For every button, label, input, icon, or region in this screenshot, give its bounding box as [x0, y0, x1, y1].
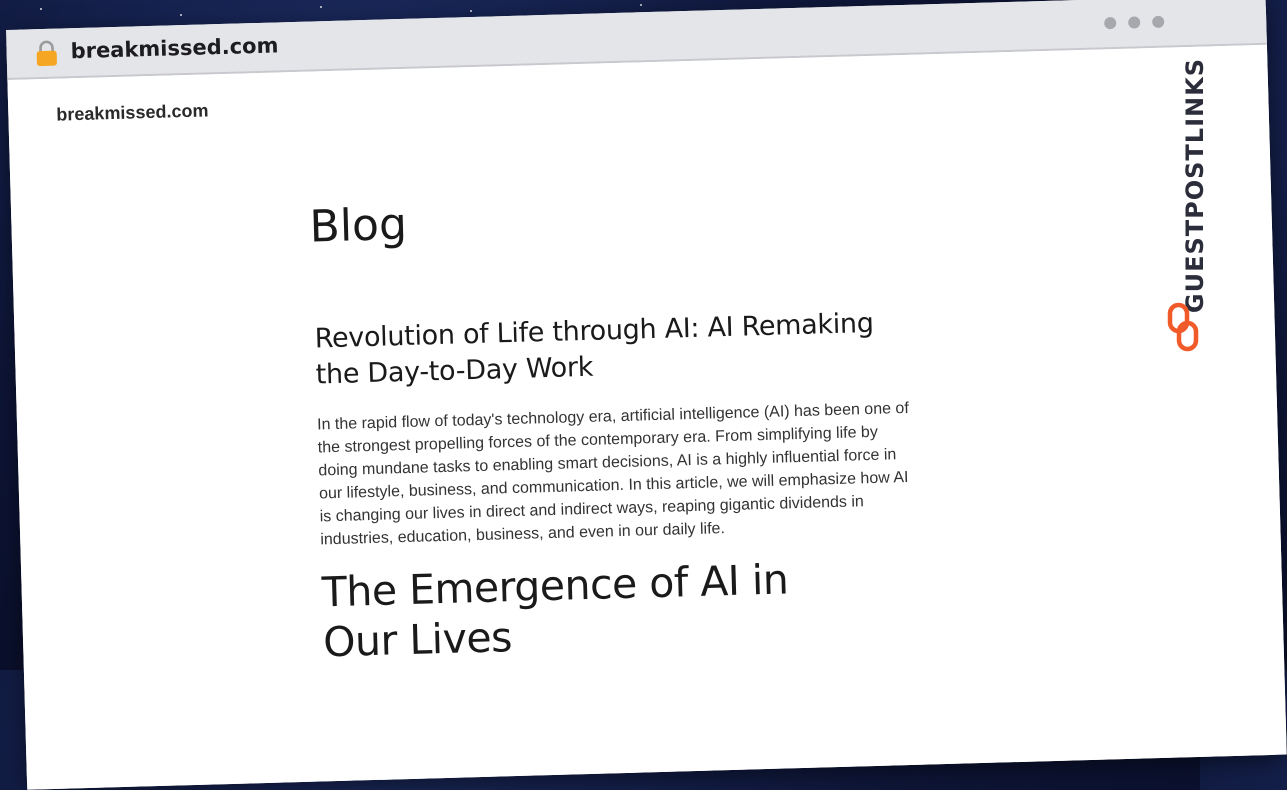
star: [470, 10, 472, 12]
window-dot-icon[interactable]: [1104, 17, 1116, 29]
address-bar-url[interactable]: breakmissed.com: [70, 33, 279, 64]
chain-link-icon: [1166, 302, 1200, 352]
post-excerpt: In the rapid flow of today's technology era, artificial intelligence (AI) has been one of the strongest propelling forces of the contemporary era. From simplifying life by doing mundane tasks to enabling smart decisions, AI is a highly influential force in our lifestyle, business, and communication. In this article, we will emphasize how AI is changing our lives in direct and indirect ways, reaping gigantic dividends in industries, education, business, and even in our daily life.: [316, 399, 909, 549]
window-controls: [1104, 16, 1164, 30]
banner-text: GUESTPOSTLINKS: [1181, 58, 1209, 314]
guestpostlinks-banner: [1160, 58, 1209, 358]
window-dot-icon[interactable]: [1128, 16, 1140, 28]
page-title: Blog: [308, 198, 408, 253]
browser-window: [6, 0, 1287, 790]
lock-icon: [34, 41, 59, 68]
post-title[interactable]: Revolution of Life through AI: AI Remaking the Day-to-Day Work: [314, 307, 874, 391]
site-logo-link[interactable]: breakmissed.com: [56, 100, 209, 125]
star: [320, 6, 322, 8]
section-heading: The Emergence of AI in Our Lives: [321, 555, 789, 667]
star: [40, 8, 42, 10]
blog-post: [314, 305, 923, 668]
page-content: [7, 45, 1286, 790]
star: [180, 14, 182, 16]
window-dot-icon[interactable]: [1152, 16, 1164, 28]
star: [640, 4, 642, 6]
